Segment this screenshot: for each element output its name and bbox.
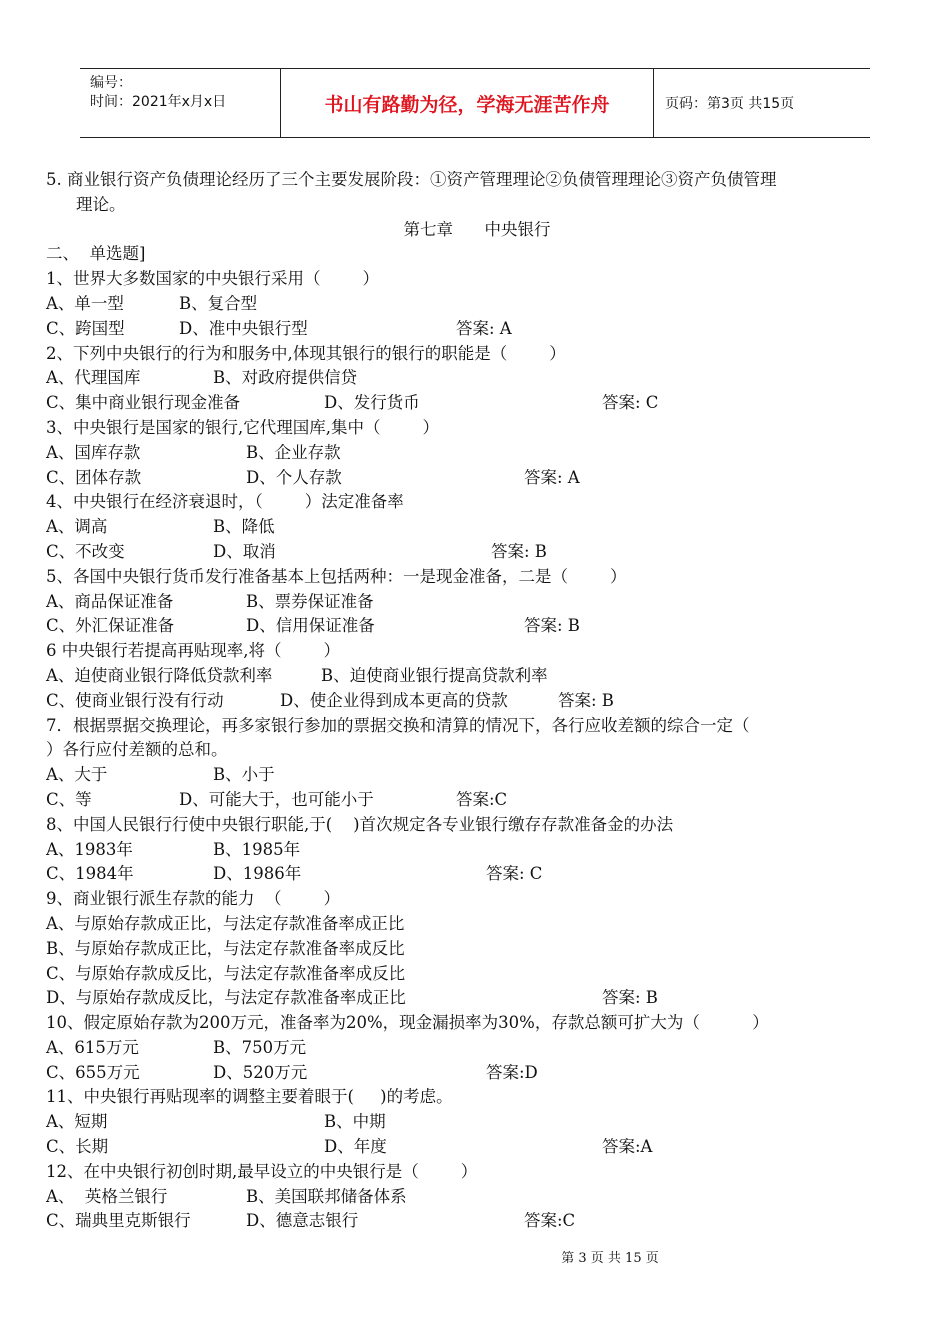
answer: 答案:D bbox=[486, 1062, 538, 1082]
question-stem: 9、商业银行派生存款的能力 （ ） bbox=[46, 889, 340, 909]
answer: 答案:C bbox=[456, 789, 508, 809]
question-stem: 6 中央银行若提高再贴现率,将（ ） bbox=[46, 641, 340, 661]
option-c: C、与原始存款成反比，与法定存款准备率成反比 bbox=[46, 963, 406, 983]
option-b: B、迫使商业银行提高贷款利率 bbox=[321, 665, 548, 685]
option-d: D、年度 bbox=[324, 1137, 387, 1157]
option-row bbox=[46, 664, 908, 689]
answer: 答案: C bbox=[486, 864, 543, 884]
option-d: D、德意志银行 bbox=[246, 1211, 359, 1231]
question-stem: 4、中央银行在经济衰退时，（ ）法定准备率 bbox=[46, 492, 404, 512]
option-row bbox=[46, 1061, 908, 1086]
option-b: B、复合型 bbox=[179, 293, 258, 313]
option-b: B、1985年 bbox=[213, 839, 301, 859]
option-row bbox=[46, 441, 908, 466]
option-row bbox=[46, 366, 908, 391]
page-header bbox=[80, 68, 870, 138]
option-b: B、与原始存款成正比，与法定存款准备率成反比 bbox=[46, 938, 405, 958]
answer: 答案: A bbox=[456, 318, 512, 338]
header-page-label: 页码：第3页 共15页 bbox=[665, 96, 795, 112]
intro-line-2: 理论。 bbox=[76, 194, 126, 214]
question-stem: 10、假定原始存款为200万元，准备率为20%，现金漏损率为30%，存款总额可扩大为（ ） bbox=[46, 1013, 769, 1033]
option-c: C、等 bbox=[46, 789, 92, 809]
option-row bbox=[46, 590, 908, 615]
option-c: C、瑞典里克斯银行 bbox=[46, 1211, 191, 1231]
option-c: C、使商业银行没有行动 bbox=[46, 690, 224, 710]
document-body bbox=[46, 168, 908, 1234]
option-b: B、750万元 bbox=[213, 1037, 307, 1057]
option-row bbox=[46, 1110, 908, 1135]
intro-line-1: 5. 商业银行资产负债理论经历了三个主要发展阶段：①资产管理理论②负债管理理论③资产负债管理 bbox=[46, 170, 777, 189]
option-d: D、取消 bbox=[213, 541, 276, 561]
date-label: 时间：2021年x月x日 bbox=[90, 94, 227, 110]
option-a: A、1983年 bbox=[46, 839, 133, 859]
option-a: A、迫使商业银行降低贷款利率 bbox=[46, 665, 273, 685]
number-label: 编号： bbox=[90, 75, 132, 91]
option-d: D、与原始存款成反比，与法定存款准备率成正比 bbox=[46, 988, 406, 1008]
option-a: A、615万元 bbox=[46, 1037, 139, 1057]
question-stem-continued: ）各行应付差额的总和。 bbox=[46, 740, 228, 760]
option-row bbox=[46, 1036, 908, 1061]
option-d: D、可能大于，也可能小于 bbox=[179, 789, 374, 809]
question-stem: 11、中央银行再贴现率的调整主要着眼于( )的考虑。 bbox=[46, 1087, 453, 1107]
option-c: C、团体存款 bbox=[46, 467, 142, 487]
page-footer: 第 3 页 共 15 页 bbox=[561, 1251, 659, 1266]
header-meta bbox=[80, 69, 280, 137]
option-row bbox=[46, 1209, 908, 1234]
option-row bbox=[46, 614, 908, 639]
answer: 答案: B bbox=[491, 541, 547, 561]
question-stem: 1、世界大多数国家的中央银行采用（ ） bbox=[46, 269, 379, 289]
option-a: A、商品保证准备 bbox=[46, 591, 174, 611]
option-row bbox=[46, 689, 908, 714]
option-row bbox=[46, 986, 908, 1011]
option-a: A、大于 bbox=[46, 765, 108, 785]
answer: 答案:C bbox=[524, 1211, 576, 1231]
option-row bbox=[46, 317, 908, 342]
answer: 答案: B bbox=[524, 616, 580, 636]
option-d: D、1986年 bbox=[213, 864, 302, 884]
option-d: D、使企业得到成本更高的贷款 bbox=[280, 690, 508, 710]
question-stem: 3、中央银行是国家的银行,它代理国库,集中（ ） bbox=[46, 417, 439, 437]
option-c: C、不改变 bbox=[46, 541, 125, 561]
answer: 答案: C bbox=[602, 393, 659, 413]
question-stem: 12、在中央银行初创时期,最早设立的中央银行是（ ） bbox=[46, 1161, 478, 1181]
question-stem: 8、中国人民银行行使中央银行职能,于( )首次规定各专业银行缴存存款准备金的办法 bbox=[46, 814, 674, 834]
option-a: A、代理国库 bbox=[46, 368, 141, 388]
answer: 答案: B bbox=[602, 988, 658, 1008]
option-row bbox=[46, 838, 908, 863]
option-c: C、655万元 bbox=[46, 1062, 140, 1082]
option-row bbox=[46, 1185, 908, 1210]
option-c: C、集中商业银行现金准备 bbox=[46, 393, 241, 413]
section-title: 二、 单选题] bbox=[46, 244, 146, 264]
option-a: A、国库存款 bbox=[46, 442, 141, 462]
option-c: C、跨国型 bbox=[46, 318, 125, 338]
answer: 答案:A bbox=[602, 1137, 653, 1157]
question-stem: 5、各国中央银行货币发行准备基本上包括两种：一是现金准备，二是（ ） bbox=[46, 566, 627, 586]
option-c: C、长期 bbox=[46, 1137, 109, 1157]
answer: 答案: A bbox=[524, 467, 580, 487]
chapter-title: 第七章 中央银行 bbox=[403, 219, 551, 239]
option-c: C、外汇保证准备 bbox=[46, 616, 175, 636]
option-a: A、与原始存款成正比，与法定存款准备率成正比 bbox=[46, 913, 405, 933]
option-row bbox=[46, 540, 908, 565]
option-b: B、小于 bbox=[213, 765, 275, 785]
option-a: A、单一型 bbox=[46, 293, 124, 313]
option-b: B、美国联邦储备体系 bbox=[246, 1186, 407, 1206]
option-row bbox=[46, 515, 908, 540]
question-stem: 2、下列中央银行的行为和服务中,体现其银行的银行的职能是（ ） bbox=[46, 343, 566, 363]
option-d: D、520万元 bbox=[213, 1062, 308, 1082]
option-a: A、短期 bbox=[46, 1112, 108, 1132]
header-motto: 书山有路勤为径，学海无涯苦作舟 bbox=[280, 69, 654, 137]
option-b: B、降低 bbox=[213, 517, 275, 537]
option-row bbox=[46, 788, 908, 813]
option-b: B、中期 bbox=[324, 1112, 386, 1132]
option-d: D、准中央银行型 bbox=[179, 318, 308, 338]
option-b: B、企业存款 bbox=[246, 442, 341, 462]
option-b: B、对政府提供信贷 bbox=[213, 368, 358, 388]
question-stem: 7．根据票据交换理论，再多家银行参加的票据交换和清算的情况下，各行应收差额的综合一定（ bbox=[46, 715, 750, 735]
answer: 答案: B bbox=[558, 690, 614, 710]
option-c: C、1984年 bbox=[46, 864, 134, 884]
option-a: A、调高 bbox=[46, 517, 108, 537]
option-row bbox=[46, 391, 908, 416]
option-b: B、票券保证准备 bbox=[246, 591, 374, 611]
option-row bbox=[46, 862, 908, 887]
option-d: D、信用保证准备 bbox=[246, 616, 375, 636]
option-d: D、发行货币 bbox=[324, 393, 420, 413]
option-row bbox=[46, 292, 908, 317]
option-row bbox=[46, 1135, 908, 1160]
option-row bbox=[46, 763, 908, 788]
option-row bbox=[46, 466, 908, 491]
option-d: D、个人存款 bbox=[246, 467, 342, 487]
option-a: A、 英格兰银行 bbox=[46, 1186, 168, 1206]
